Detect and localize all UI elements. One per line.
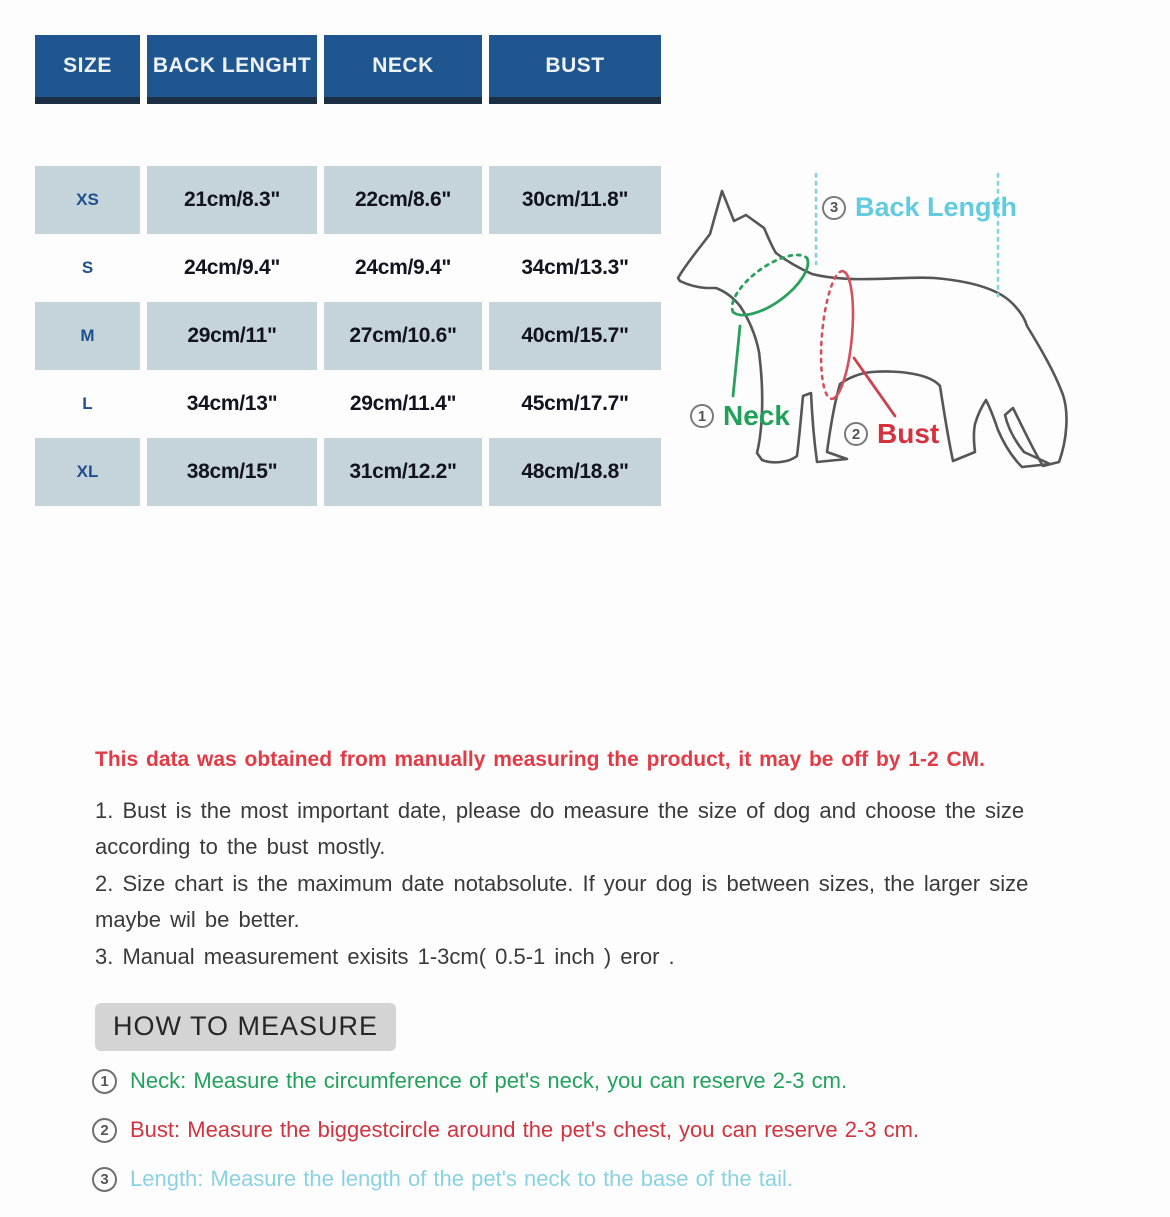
size-cell: L: [82, 394, 93, 413]
measure-step-text: Neck: Measure the circumference of pet's neck, you can reserve 2-3 cm.: [130, 1068, 848, 1093]
circled-number-1: 1: [92, 1069, 117, 1094]
size-table-body: [35, 166, 667, 506]
neck-label: [690, 400, 790, 432]
table-row: [35, 302, 667, 370]
header-cell-bust: BUST: [489, 35, 661, 104]
measure-step-length: [92, 1166, 1092, 1192]
circled-number-1: 1: [690, 404, 714, 428]
size-table: [35, 35, 667, 506]
neck-cell: 31cm/12.2": [324, 438, 482, 506]
circled-number-2: 2: [844, 422, 868, 446]
notes-list: [95, 793, 1043, 976]
size-cell: S: [81, 258, 94, 277]
bust-label-text: Bust: [877, 418, 940, 449]
measure-step-bust: [92, 1117, 1092, 1143]
bust-cell: 45cm/17.7": [521, 392, 629, 415]
circled-number-3: 3: [822, 196, 846, 220]
bust-cell: 40cm/15.7": [489, 302, 661, 370]
header-cell-size: SIZE: [35, 35, 140, 104]
table-row: [35, 370, 667, 438]
measure-step-text: Length: Measure the length of the pet's neck to the base of the tail.: [130, 1166, 793, 1191]
size-cell: M: [35, 302, 140, 370]
note-item: 2. Size chart is the maximum date notabsolute. If your dog is between sizes, the larger size maybe wil be better.: [95, 871, 1029, 932]
dog-measurement-diagram: [660, 160, 1170, 510]
header-cell-back-length: BACK LENGHT: [147, 35, 317, 104]
size-cell: XS: [35, 166, 140, 234]
back-length-label: [822, 192, 1017, 223]
measure-steps-list: [92, 1068, 1092, 1215]
table-row: [35, 166, 667, 234]
size-table-header-row: [35, 35, 667, 104]
neck-cell: 24cm/9.4": [355, 256, 451, 279]
back-length-cell: 38cm/15": [147, 438, 317, 506]
back-length-cell: 21cm/8.3": [147, 166, 317, 234]
bust-cell: 48cm/18.8": [489, 438, 661, 506]
back-length-cell: 29cm/11": [147, 302, 317, 370]
bust-label: [844, 418, 939, 450]
circled-number-2: 2: [92, 1118, 117, 1143]
measure-step-text: Bust: Measure the biggestcircle around the pet's chest, you can reserve 2-3 cm.: [130, 1117, 920, 1142]
measure-step-neck: [92, 1068, 1092, 1094]
table-row: [35, 438, 667, 506]
back-length-label-text: Back Length: [855, 192, 1018, 222]
bust-cell: 30cm/11.8": [489, 166, 661, 234]
back-length-cell: 24cm/9.4": [184, 256, 280, 279]
note-item: 1. Bust is the most important date, please do measure the size of dog and choose the size according to the bust mostly.: [95, 798, 1025, 859]
bust-cell: 34cm/13.3": [521, 256, 629, 279]
table-row: [35, 234, 667, 302]
neck-cell: 27cm/10.6": [324, 302, 482, 370]
neck-cell: 22cm/8.6": [324, 166, 482, 234]
header-cell-neck: NECK: [324, 35, 482, 104]
note-item: 3. Manual measurement exisits 1-3cm( 0.5-1 inch ) eror .: [95, 944, 675, 969]
circled-number-3: 3: [92, 1167, 117, 1192]
back-length-cell: 34cm/13": [186, 392, 278, 415]
neck-label-text: Neck: [723, 400, 790, 431]
neck-cell: 29cm/11.4": [349, 392, 457, 415]
how-to-measure-heading: HOW TO MEASURE: [95, 1003, 396, 1051]
size-cell: XL: [35, 438, 140, 506]
disclaimer-text: This data was obtained from manually measuring the product, it may be off by 1-2 CM.: [95, 748, 985, 771]
